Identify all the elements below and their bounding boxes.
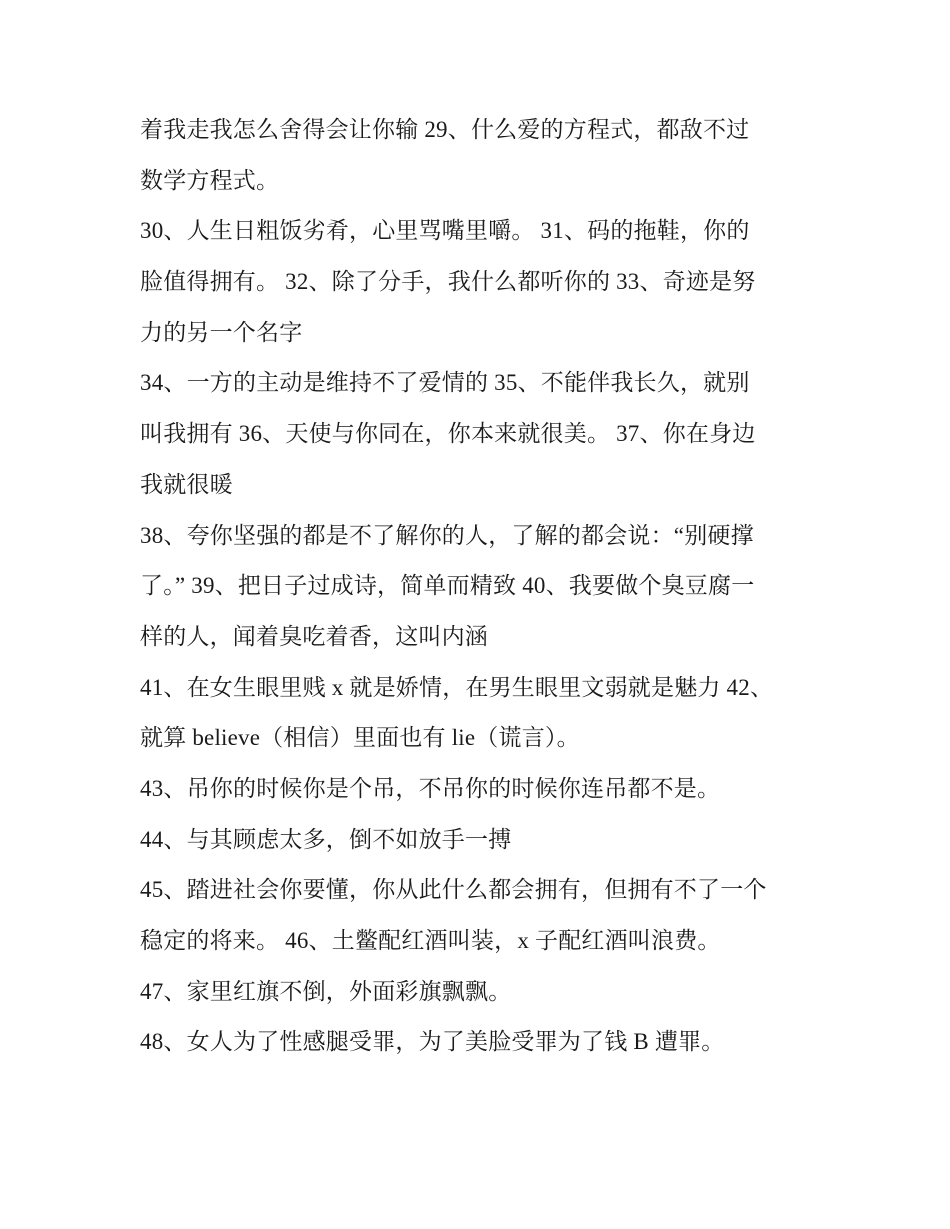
text-line: 43、吊你的时候你是个吊，不吊你的时候你连吊都不是。 <box>140 775 721 801</box>
text-line: 我就很暖 <box>140 471 233 497</box>
text-line: 44、与其顾虑太多，倒不如放手一搏 <box>140 826 512 852</box>
text-line: 样的人，闻着臭吃着香，这叫内涵 <box>140 623 488 649</box>
text-line: 数学方程式。 <box>140 167 280 193</box>
text-line: 30、人生日粗饭劣肴，心里骂嘴里嚼。 31、码的拖鞋，你的 <box>140 218 750 244</box>
text-line: 38、夸你坚强的都是不了解你的人，了解的都会说：“别硬撑 <box>140 522 754 548</box>
text-line: 就算 believe（相信）里面也有 lie（谎言）。 <box>140 725 580 751</box>
text-line: 力的另一个名字 <box>140 319 303 345</box>
text-line: 34、一方的主动是维持不了爱情的 35、不能伴我长久，就别 <box>140 370 750 396</box>
document-body <box>140 105 820 1068</box>
text-line: 45、踏进社会你要懂，你从此什么都会拥有，但拥有不了一个 <box>140 877 767 903</box>
text-line: 脸值得拥有。 32、除了分手，我什么都听你的 33、奇迹是努 <box>140 269 756 295</box>
text-line: 了。” 39、把日子过成诗，简单而精致 40、我要做个臭豆腐一 <box>140 573 755 599</box>
text-line: 41、在女生眼里贱 x 就是娇情，在男生眼里文弱就是魅力 42、 <box>140 674 774 700</box>
text-line: 稳定的将来。 46、土鳖配红酒叫装，x 子配红酒叫浪费。 <box>140 928 721 953</box>
text-line: 着我走我怎么舍得会让你输 29、什么爱的方程式，都敌不过 <box>140 117 750 142</box>
text-line: 叫我拥有 36、天使与你同在，你本来就很美。 37、你在身边 <box>140 421 756 447</box>
text-line: 48、女人为了性感腿受罪，为了美脸受罪为了钱 B 遭罪。 <box>140 1029 725 1055</box>
text-line: 47、家里红旗不倒，外面彩旗飘飘。 <box>140 978 512 1004</box>
